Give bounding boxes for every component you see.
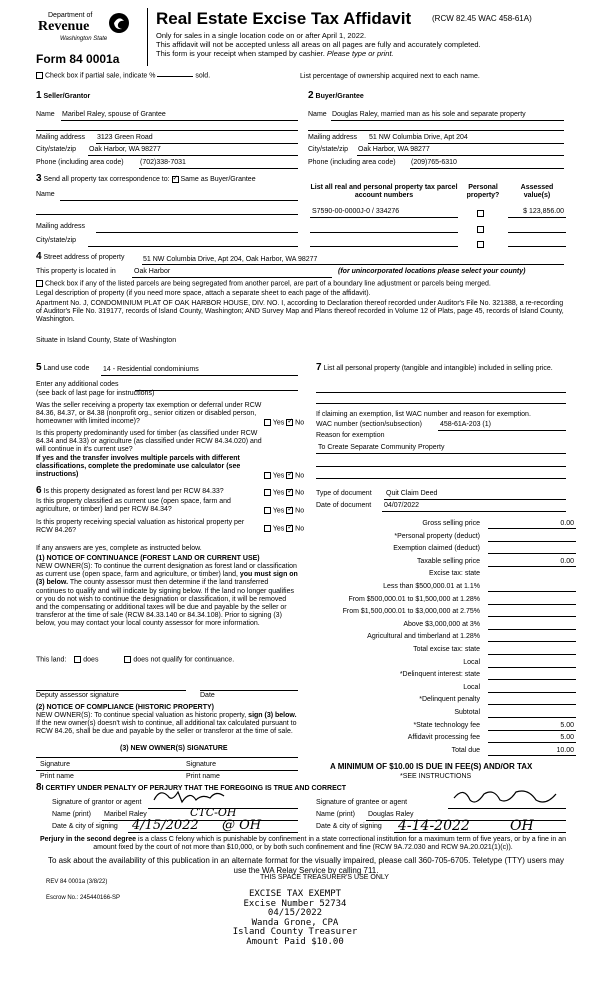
tax-row: Less than $500,000.01 at 1.1% (316, 581, 580, 594)
tax-row: Subtotal (316, 707, 580, 720)
timber-question: Is this property predominantly used for timber (as classified under RCW 84.34 and 84.33) or agriculture (as classified under RCW 84.34.020) and will continue in it's current use? (36, 430, 262, 454)
corr-city-label: City/state/zip (36, 237, 77, 244)
buyer-section: 2 Buyer/Grantee (308, 90, 364, 101)
tax-row: Local (316, 682, 580, 695)
forest-no-checkbox[interactable] (286, 489, 293, 496)
dor-swirl-icon (108, 12, 130, 34)
treasurer-use-label: THIS SPACE TREASURER'S USE ONLY (260, 874, 389, 881)
does-not-qualify-checkbox[interactable] (124, 656, 131, 663)
compliance-text: NEW OWNER(S): To continue special valuation as historic property, sign (3) below. If the new owner(s) doesn't wish to continue, all additional tax calculated pursuant to RCW 84.26, shall be due and payable by the seller or transferor at the time of sale. (36, 712, 297, 736)
see-instructions-note: *SEE INSTRUCTIONS (400, 773, 472, 780)
deputy-signature-label: Deputy assessor signature (36, 692, 119, 699)
continuance-heading: (1) NOTICE OF CONTINUANCE (FOREST LAND OR CURRENT USE) (36, 555, 260, 562)
grantor-signature-label: Signature of grantor or agent (52, 799, 142, 806)
tax-value[interactable]: 10.00 (556, 746, 574, 754)
certify-heading: 8I CERTIFY UNDER PENALTY OF PERJURY THAT THE FOREGOING IS TRUE AND CORRECT (36, 782, 347, 793)
land-use-code[interactable]: 14 - Residential condominiums (103, 366, 199, 373)
buyer-phone-field[interactable]: (209)765-6310 (411, 159, 457, 166)
partial-sale-checkbox[interactable] (36, 72, 43, 79)
seller-addr-label: Mailing address (36, 134, 86, 141)
historic-yes-checkbox[interactable] (264, 525, 271, 532)
current-use-yes-checkbox[interactable] (264, 507, 271, 514)
seller-city-label: City/state/zip (36, 146, 77, 153)
stamp-line: Wanda Grone, CPA (251, 917, 339, 928)
tax-row: Total excise tax: state (316, 644, 580, 657)
timber-yes-checkbox[interactable] (264, 472, 271, 479)
compliance-heading: (2) NOTICE OF COMPLIANCE (HISTORIC PROPERTY) (36, 704, 214, 711)
segregation-checkbox[interactable] (36, 280, 43, 287)
grantee-date-field[interactable]: 4-14-2022 (398, 818, 470, 834)
assessed-col-header: Assessed value(s) (520, 184, 554, 200)
personal-property-checkbox-3[interactable] (477, 241, 484, 248)
same-as-buyer-checkbox[interactable] (172, 176, 179, 183)
legal-description: Apartment No. J, CONDOMINIUM PLAT OF OAK HARBOR HOUSE, DIV. NO. I, according to Declaration thereof recorded under Auditor's File No. 321388, a re-recording of Auditor's File No. 319177, records of Island County, Washington; AND Survey Map and Plans thereof recorded in Volume 12 of Plats, page 45, records of Island County, Washington. (36, 300, 564, 324)
new-owner-print-label-2: Print name (186, 773, 220, 780)
stamp-line: Excise Number 52734 (243, 898, 347, 909)
exemption-no-checkbox[interactable] (286, 419, 293, 426)
seller-name-field[interactable]: Maribel Raley, spouse of Grantee (62, 111, 166, 118)
header-note-1: Only for sales in a single location code on or after April 1, 2022. (156, 31, 367, 40)
escrow-number: Escrow No.: 245440166-SP (46, 895, 121, 901)
buyer-name-field[interactable]: Douglas Raley, married man as his sole and separate property (332, 111, 526, 118)
buyer-phone-label: Phone (including area code) (308, 159, 396, 166)
grantor-date-label: Date & city of signing (52, 823, 118, 830)
tax-row: Taxable selling price 0.00 (416, 557, 574, 565)
parcel-number[interactable]: S7590-00-0000J-0 / 334276 (312, 208, 400, 215)
new-owner-signature-label-1: Signature (40, 761, 70, 768)
exemption-claim-label: If claiming an exemption, list WAC number and reason for exemption. (316, 411, 531, 418)
tax-row: Exemption claimed (deduct) (316, 543, 580, 556)
header-note-3: This form is your receipt when stamped by cashier. Please type or print. (156, 49, 394, 58)
new-owner-signature-label-2: Signature (186, 761, 216, 768)
tax-row: Excise tax: state (429, 570, 480, 578)
current-use-question: Is this property classified as current use (open space, farm and agriculture, or timber) land per RCW 84.34? (36, 498, 231, 514)
dor-logo-dept: Department of (48, 12, 93, 19)
grantee-signature[interactable] (450, 786, 560, 808)
tax-value[interactable]: 0.00 (560, 520, 574, 527)
forest-yes-no: Yes ✓ No (264, 489, 304, 497)
this-land-row: This land: does does not qualify for continuance. (36, 656, 235, 664)
exemption-yes-checkbox[interactable] (264, 419, 271, 426)
street-address-row: 4 Street address of property (36, 251, 125, 262)
grantee-city-field[interactable]: OH (510, 818, 534, 834)
doc-date-label: Date of document (316, 502, 372, 509)
grantor-name-label: Name (print) (52, 811, 91, 818)
tax-row: *Delinquent penalty (316, 694, 580, 707)
current-use-yes-no: Yes ✓ No (264, 507, 304, 515)
grantor-city-field[interactable]: @ OH (222, 818, 262, 833)
grantor-date-field[interactable]: 4/15/2022 (132, 818, 199, 833)
reason-field[interactable]: To Create Separate Community Property (318, 444, 445, 451)
tax-row: *State technology fee 5.00 (413, 721, 574, 729)
tax-row: Agricultural and timberland at 1.28% (316, 631, 580, 644)
land-use-row: 5 Land use code (36, 362, 90, 373)
buyer-name-label: Name (308, 111, 327, 118)
ownership-note: List percentage of ownership acquired next to each name. (300, 73, 480, 80)
personal-property-label: 7 List all personal property (tangible and intangible) included in selling price. (316, 362, 553, 373)
seller-section: 1 Seller/Grantor (36, 90, 91, 101)
header-note-2: This affidavit will not be accepted unless all areas on all pages are fully and accurately completed. (156, 40, 481, 49)
new-owner-heading: (3) NEW OWNER(S) SIGNATURE (120, 745, 228, 752)
street-address-field[interactable]: 51 NW Columbia Drive, Apt 204, Oak Harbor, WA 98277 (143, 256, 318, 263)
grantor-name-field[interactable]: Maribel Raley (104, 811, 147, 818)
continuance-text: NEW OWNER(S): To continue the current designation as forest land or classification as current use (open space, farm and agriculture, or timber) land, you must sign on (3) below. The county assessor must then determine if the land transferred continues to qualify and will indicate by signing below. If the land no longer qualifies or you do not wish to continue the designation or classification, it will be removed and the compensating or additional taxes will be due and payable by the seller or transferor at the time of sale (RCW 84.33.140 or 84.34.108). Prior to signing (3) below, you may contact your local county assessor for more information. (36, 563, 298, 628)
grantor-handwritten-city: CTC-OH (190, 806, 237, 819)
exemption-question: Was the seller receiving a property tax exemption or deferral under RCW 84.36, 84.37, or 84.38 (nonprofit org., senior citizen or disabled person, homeowner with limited income)? (36, 402, 262, 426)
parcel-col-header: List all real and personal property tax parcel account numbers (310, 184, 458, 200)
stamp-line: Amount Paid $10.00 (246, 936, 344, 947)
buyer-city-field[interactable]: Oak Harbor, WA 98277 (358, 146, 430, 153)
perjury-notice: Perjury in the second degree is a class C felony which is punishable by confinement in a state correctional institution for a maximum term of five years, or by a fine in an amount fixed by the court of not more than $10,000, or by both such confinement and fine (RCW 9A.72.030 and RCW 9A.20.021(1)(c)). (39, 836, 567, 852)
corr-addr-label: Mailing address (36, 223, 86, 230)
located-field[interactable]: Oak Harbor (134, 268, 171, 275)
historic-question: Is this property receiving special valuation as historical property per RCW 84.26? (36, 519, 245, 535)
grantee-signature-label: Signature of grantee or agent (316, 799, 408, 806)
stamp-line: Island County Treasurer (232, 927, 358, 938)
seller-phone-label: Phone (including area code) (36, 159, 124, 166)
current-use-no-checkbox[interactable] (286, 507, 293, 514)
tax-value[interactable]: 5.00 (560, 721, 574, 729)
dor-logo (36, 10, 132, 44)
seller-phone-field[interactable]: (702)338-7031 (140, 159, 186, 166)
located-label: This property is located in (36, 268, 116, 275)
tax-value[interactable]: 0.00 (560, 557, 574, 565)
partial-sale-row: Check box if partial sale, indicate % sold. (36, 72, 210, 80)
tax-row: Local (316, 657, 580, 670)
deputy-date-label: Date (200, 692, 215, 699)
form-title: Real Estate Excise Tax Affidavit (156, 9, 412, 28)
correspondence-row: 3 Send all property tax correspondence to: ✓ Same as Buyer/Grantee (36, 175, 256, 184)
dor-logo-state: Washington State (60, 36, 108, 42)
tax-table (316, 518, 580, 757)
form-revision: REV 84 0001a (3/8/22) (46, 879, 108, 885)
stamp-line: EXCISE TAX EXEMPT (248, 889, 342, 899)
treasurer-stamp (190, 890, 400, 948)
wac-field[interactable]: 458-61A-203 (1) (440, 421, 491, 428)
dor-logo-revenue: Revenue (38, 19, 90, 34)
unincorporated-note: (for unincorporated locations please select your county) (338, 268, 526, 275)
timber-yes-no: Yes ✓ No (264, 472, 304, 480)
tax-row: Above $3,000,000 at 3% (316, 619, 580, 632)
tax-row: *Personal property (deduct) (316, 531, 580, 544)
seller-addr-field[interactable]: 3123 Green Road (97, 134, 153, 141)
corr-name-label: Name (36, 191, 55, 198)
personal-property-checkbox-2[interactable] (477, 226, 484, 233)
grantee-name-field[interactable]: Douglas Raley (368, 811, 414, 818)
tax-row: From $1,500,000.01 to $3,000,000 at 2.75% (316, 606, 580, 619)
see-back-note: (see back of last page for instructions) (36, 390, 155, 397)
doc-date-field[interactable]: 04/07/2022 (384, 502, 420, 509)
grantee-date-label: Date & city of signing (316, 823, 382, 830)
doc-type-label: Type of document (316, 490, 372, 497)
personal-col-header: Personal property? (466, 184, 500, 200)
assessed-value[interactable]: $ 123,856.00 (523, 208, 564, 215)
historic-yes-no: Yes ✓ No (264, 525, 304, 533)
doc-type-field[interactable]: Quit Claim Deed (386, 490, 438, 497)
tax-row: Affidavit processing fee 5.00 (407, 734, 574, 742)
buyer-addr-label: Mailing address (308, 134, 358, 141)
reason-label: Reason for exemption (316, 432, 385, 439)
tax-row: Total due 10.00 (451, 746, 574, 754)
seller-name-label: Name (36, 111, 55, 118)
tax-row: *Delinquent interest: state (316, 669, 580, 682)
tax-row: Gross selling price 0.00 (422, 520, 574, 527)
historic-no-checkbox[interactable] (286, 525, 293, 532)
forest-question: 6 Is this property designated as forest land per RCW 84.33? (36, 485, 224, 496)
timber-no-checkbox[interactable] (286, 472, 293, 479)
exemption-yes-no: Yes ✓ No (264, 419, 304, 427)
buyer-city-label: City/state/zip (308, 146, 349, 153)
segregation-row: Check box if any of the listed parcels are being segregated from another parcel, are part of a boundary line adjustment or parcels being merged. (36, 280, 491, 288)
minimum-due-note: A MINIMUM OF $10.00 IS DUE IN FEE(S) AND/OR TAX (330, 762, 533, 771)
tax-row: From $500,000.01 to $1,500,000 at 1.28% (316, 594, 580, 607)
form-number: Form 84 0001a (36, 52, 120, 66)
wac-label: WAC number (section/subsection) (316, 421, 422, 428)
stamp-line: 04/15/2022 (267, 908, 323, 919)
personal-property-checkbox-1[interactable] (477, 210, 484, 217)
tax-value[interactable]: 5.00 (560, 734, 574, 742)
ada-notice: To ask about the availability of this publication in an alternate format for the visually impaired, please call 360-705-6705. Teletype (TTY) users may use the WA Relay Service by calling 711. (47, 856, 565, 875)
situate-text: Situate in Island County, State of Washington (36, 337, 177, 344)
additional-codes-label: Enter any additional codes (36, 381, 119, 388)
new-owner-print-label-1: Print name (40, 773, 74, 780)
does-qualify-checkbox[interactable] (74, 656, 81, 663)
forest-yes-checkbox[interactable] (264, 489, 271, 496)
timber-instruction: If yes and the transfer involves multiple parcels with different classifications, complete the predominate use calculator (see instructions) (36, 455, 241, 479)
seller-city-field[interactable]: Oak Harbor, WA 98277 (89, 146, 161, 153)
buyer-addr-field[interactable]: 51 NW Columbia Drive, Apt 204 (369, 134, 468, 141)
legal-description-label: Legal description of property (if you need more space, attach a separate sheet to each page of the affidavit). (36, 290, 371, 297)
grantor-signature[interactable] (150, 786, 230, 808)
grantee-name-label: Name (print) (316, 811, 355, 818)
if-yes-note: If any answers are yes, complete as instructed below. (36, 545, 202, 552)
form-rcw: (RCW 82.45 WAC 458-61A) (432, 14, 532, 23)
